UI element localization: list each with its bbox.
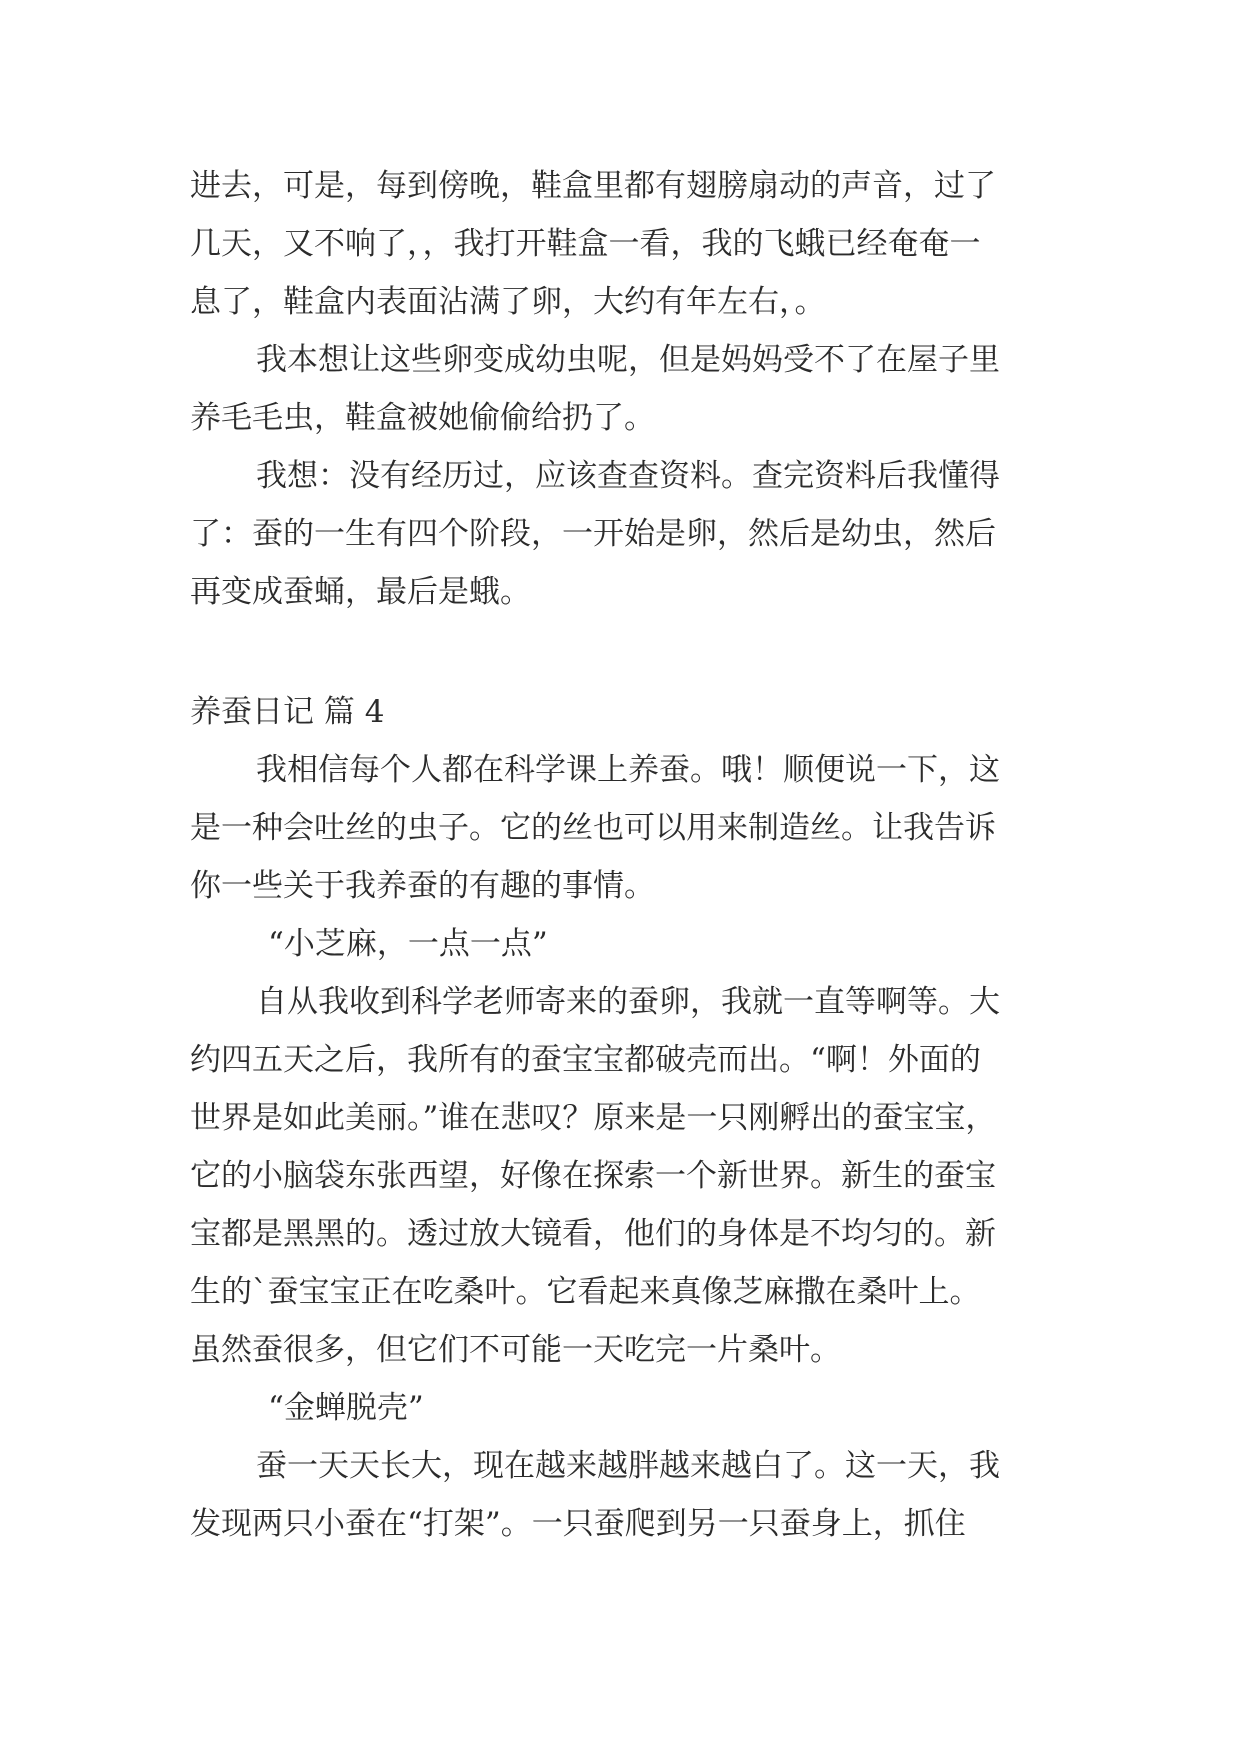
section-spacer — [190, 621, 1060, 683]
text-line: 进去，可是，每到傍晚，鞋盒里都有翅膀扇动的声音，过了 — [190, 168, 996, 204]
text-line: 宝都是黑黑的。透过放大镜看，他们的身体是不均匀的。新 — [190, 1216, 996, 1252]
paragraph-5 — [190, 973, 1060, 1379]
text-line: 了：蚕的一生有四个阶段，一开始是卵，然后是幼虫，然后 — [190, 516, 996, 552]
text-line: 发现两只小蚕在“打架”。一只蚕爬到另一只蚕身上，抓住 — [190, 1506, 966, 1542]
paragraph-4 — [190, 741, 1060, 915]
text-line: 是一种会吐丝的虫子。它的丝也可以用来制造丝。让我告诉 — [190, 810, 996, 846]
text-line: 息了，鞋盒内表面沾满了卵，大约有年左右，。 — [190, 284, 826, 320]
text-line: 虽然蚕很多，但它们不可能一天吃完一片桑叶。 — [190, 1332, 841, 1368]
subtitle-molting: “金蝉脱壳” — [268, 1390, 424, 1426]
section-heading: 养蚕日记 篇 4 — [190, 694, 385, 730]
paragraph-2 — [190, 331, 1060, 447]
text-line: 你一些关于我养蚕的有趣的事情。 — [190, 868, 655, 904]
text-line: 它的小脑袋东张西望，好像在探索一个新世界。新生的蚕宝 — [190, 1158, 996, 1194]
text-line: 蚕一天天长大，现在越来越胖越来越白了。这一天，我 — [256, 1448, 1000, 1484]
document-body — [190, 157, 1060, 1553]
text-line: 几天，又不响了，，我打开鞋盒一看，我的飞蛾已经奄奄一 — [190, 226, 981, 262]
text-line: 再变成蚕蛹，最后是蛾。 — [190, 574, 531, 610]
text-line: 我相信每个人都在科学课上养蚕。哦！顺便说一下，这 — [256, 752, 1000, 788]
text-line: 养毛毛虫，鞋盒被她偷偷给扔了。 — [190, 400, 655, 436]
subtitle-sesame: “小芝麻，一点一点” — [268, 926, 548, 962]
paragraph-3 — [190, 447, 1060, 621]
paragraph-6 — [190, 1437, 1060, 1553]
text-line: 我本想让这些卵变成幼虫呢，但是妈妈受不了在屋子里 — [256, 342, 1000, 378]
text-line: 自从我收到科学老师寄来的蚕卵，我就一直等啊等。大 — [256, 984, 1000, 1020]
paragraph-intro — [190, 157, 1060, 331]
text-line: 约四五天之后，我所有的蚕宝宝都破壳而出。“啊！外面的 — [190, 1042, 981, 1078]
text-line: 生的`蚕宝宝正在吃桑叶。它看起来真像芝麻撒在桑叶上。 — [190, 1274, 981, 1310]
text-line: 世界是如此美丽。”谁在悲叹？原来是一只刚孵出的蚕宝宝， — [190, 1100, 997, 1136]
text-line: 我想：没有经历过，应该查查资料。查完资料后我懂得 — [256, 458, 1000, 494]
